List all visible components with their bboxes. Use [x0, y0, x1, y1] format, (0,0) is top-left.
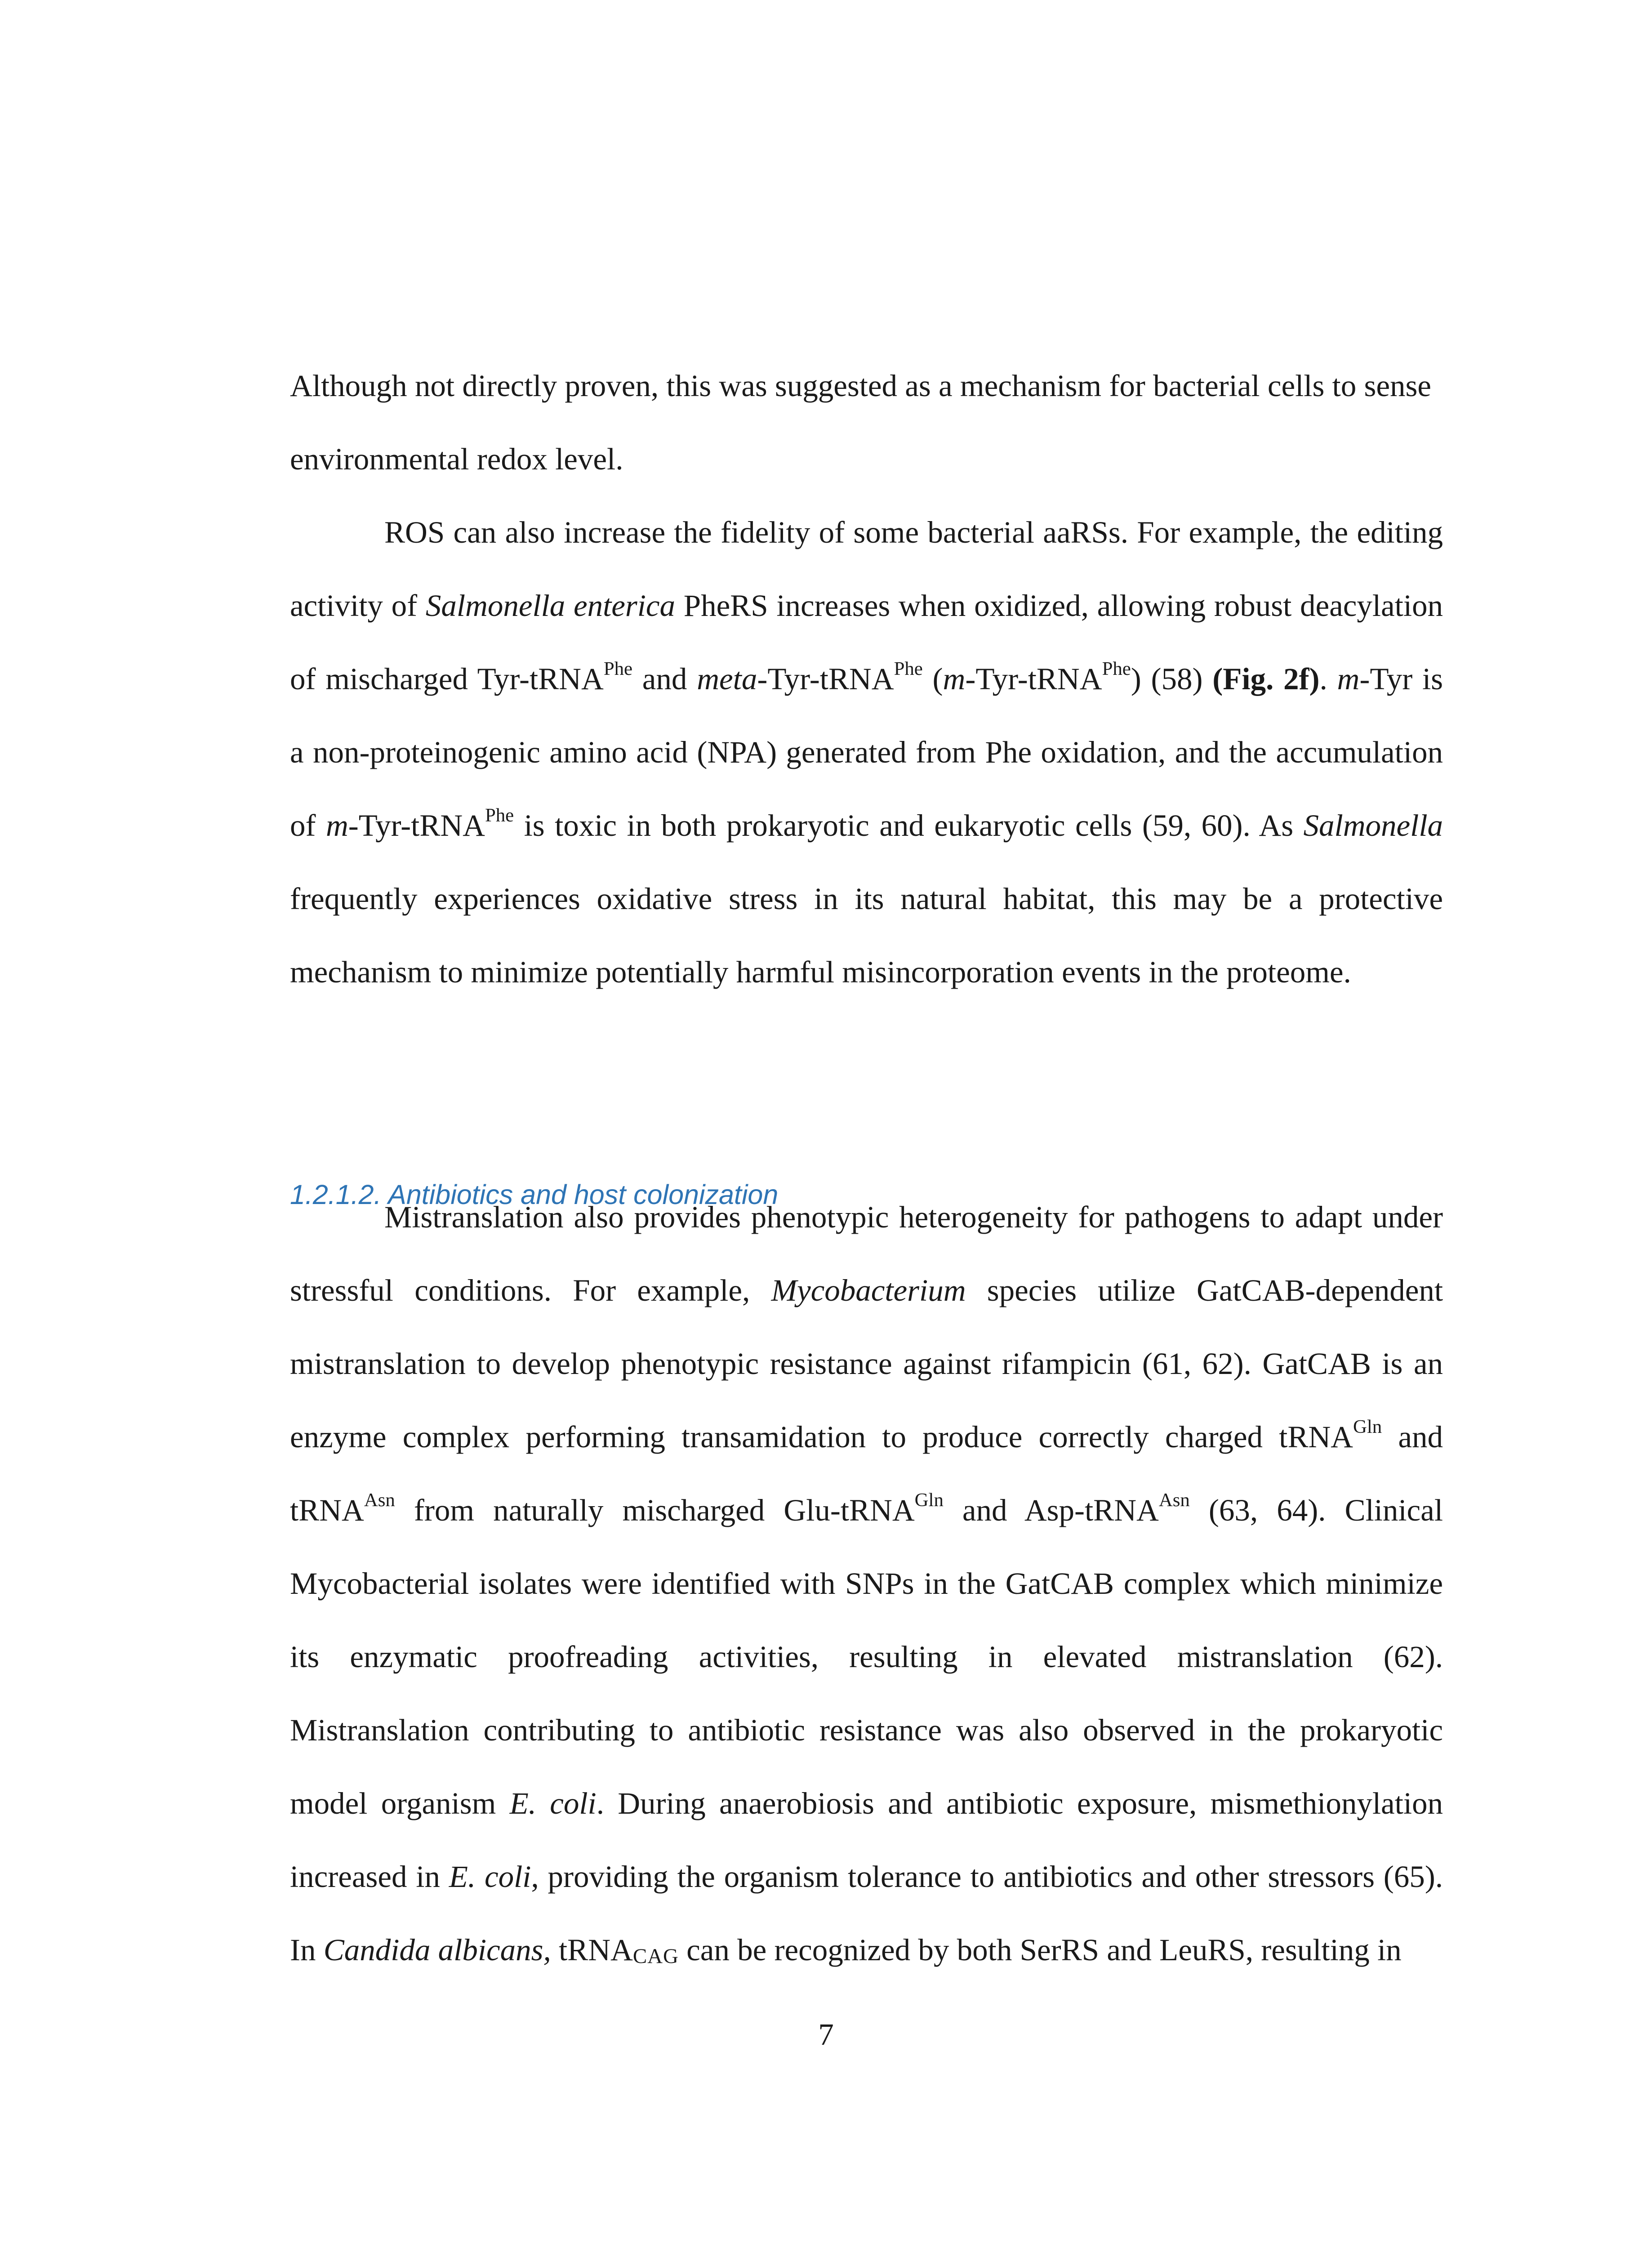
text-run: frequently experiences oxidative stress in its natural habitat, this may be a protective mechanism to minimize potentially harmful misincorporation events in the proteome.: [290, 882, 1443, 989]
organism-name: E. coli: [449, 1860, 531, 1894]
paragraph-line: environmental redox level.: [290, 442, 623, 476]
text-run: . During anaerobiosis and antibiotic exposure, mismethionylation increased in: [290, 1786, 1443, 1894]
text-run: tRNA: [551, 1933, 633, 1967]
body-text-bottom: [290, 1181, 1443, 1987]
text-run: -Tyr-tRNA: [348, 808, 485, 843]
subscript-anticodon: CAG: [632, 1944, 679, 1968]
superscript: Phe: [894, 658, 923, 679]
paragraph-line: Although not directly proven, this was suggested as a mechanism for bacterial cells to sense: [290, 369, 1431, 403]
paragraph-ros-fidelity: [290, 496, 1443, 1009]
section-heading: 1.2.1.2. Antibiotics and host colonization: [290, 1179, 779, 1210]
figure-reference: (Fig. 2f): [1212, 662, 1320, 696]
text-run: Mistranslation also provides phenotypic heterogeneity for pathogens to adapt under stressful conditions. For example,: [290, 1200, 1443, 1307]
italic-prefix: meta: [697, 662, 757, 696]
text-run: is toxic in both prokaryotic and eukaryotic cells (59, 60). As: [514, 808, 1304, 843]
text-run: -Tyr-tRNA: [757, 662, 894, 696]
text-run: ROS can also increase the fidelity of some bacterial aaRSs. For example, the editing activity of: [290, 515, 1443, 623]
italic-prefix: m: [325, 808, 348, 843]
italic-prefix: m: [943, 662, 966, 696]
text-run: .: [1319, 662, 1337, 696]
organism-name: Mycobacterium: [771, 1273, 966, 1307]
superscript: Phe: [603, 658, 633, 679]
body-text-top: [290, 349, 1443, 1009]
paragraph-continued: [290, 349, 1443, 496]
text-run: (: [922, 662, 943, 696]
organism-name: Salmonella: [1303, 808, 1443, 843]
text-run: (63, 64). Clinical Mycobacterial isolates were identified with SNPs in the GatCAB complex which minimize its enzymatic proofreading activities, resulting in elevated mistranslation (62). Mistranslation contributing to antibiotic resistance was also observed in the prokaryotic model organism: [290, 1493, 1443, 1820]
text-run: species utilize GatCAB-dependent mistranslation to develop phenotypic resistance against rifampicin (61, 62). GatCAB is an enzyme complex performing transamidation to produce correctly charged tRNA: [290, 1273, 1443, 1454]
organism-name: Candida albicans,: [323, 1933, 551, 1967]
page-number: 7: [818, 2017, 834, 2052]
text-run: -Tyr-tRNA: [965, 662, 1102, 696]
superscript: Phe: [1102, 658, 1131, 679]
text-run: can be recognized by both SerRS and LeuRS, resulting in: [678, 1933, 1402, 1967]
superscript: Asn: [1158, 1489, 1190, 1511]
superscript: Gln: [1353, 1416, 1382, 1437]
text-run: and Asp-tRNA: [943, 1493, 1159, 1527]
text-run: from naturally mischarged Glu-tRNA: [395, 1493, 915, 1527]
text-run: , providing the organism tolerance to antibiotics and other stressors (65). In: [290, 1860, 1443, 1967]
paragraph-mistranslation: [290, 1181, 1443, 1987]
text-run: PheRS increases when oxidized, allowing robust deacylation of mischarged Tyr-tRNA: [290, 589, 1443, 696]
text-run: and: [632, 662, 697, 696]
text-run: and tRNA: [290, 1420, 1443, 1527]
superscript: Phe: [485, 804, 514, 826]
text-run: ) (58): [1131, 662, 1213, 696]
superscript: Asn: [364, 1489, 395, 1511]
italic-prefix: m: [1337, 662, 1360, 696]
superscript: Gln: [914, 1489, 944, 1511]
text-run: -Tyr is a non-proteinogenic amino acid (NPA) generated from Phe oxidation, and the accumulation of: [290, 662, 1443, 843]
organism-name: E. coli: [509, 1786, 597, 1820]
organism-name: Salmonella enterica: [425, 589, 676, 623]
